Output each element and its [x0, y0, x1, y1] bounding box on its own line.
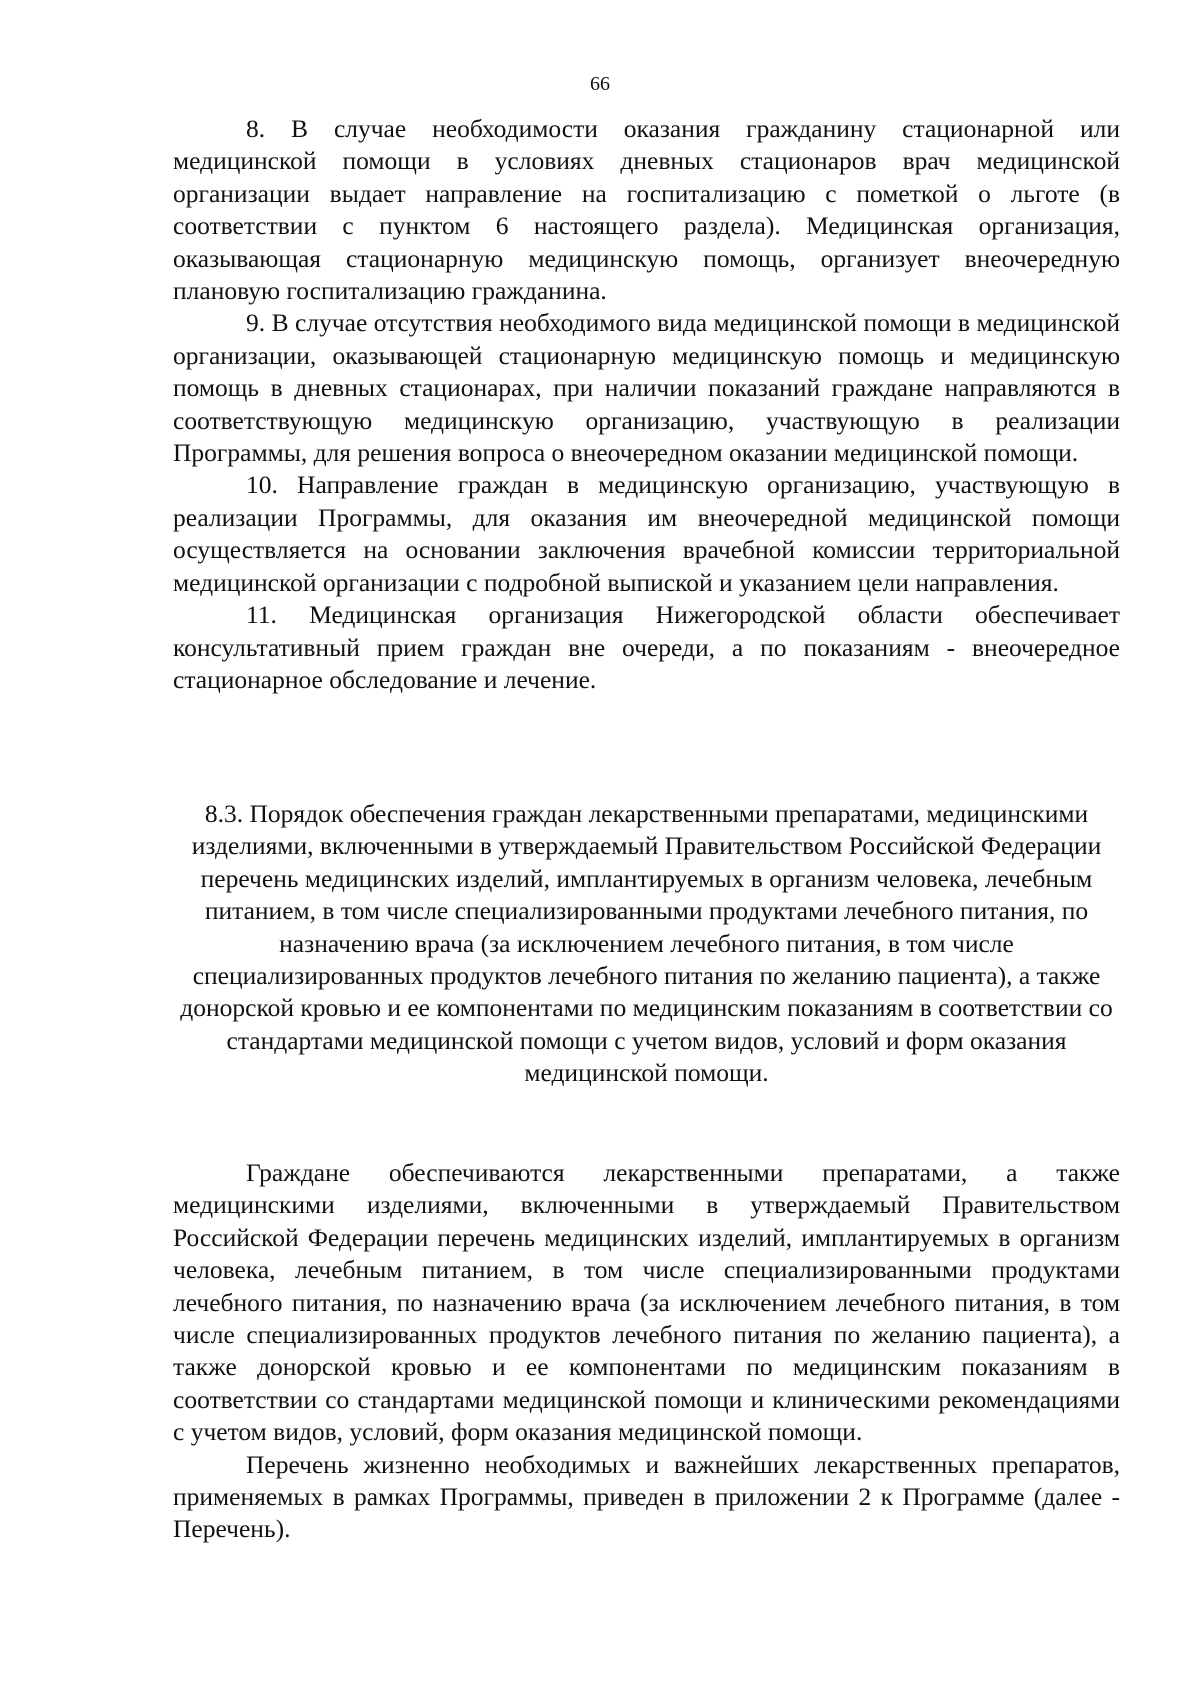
paragraph-11: 11. Медицинская организация Нижегородской области обеспечивает консультативный прием граждан вне очереди, а по показаниям - внеочередное стационарное обследование и лечение.	[173, 600, 1120, 694]
paragraph-list: Перечень жизненно необходимых и важнейших лекарственных препаратов, применяемых в рамках Программы, приведен в приложении 2 к Программе (далее - Перечень).	[173, 1449, 1120, 1544]
section-top	[173, 113, 1120, 696]
paragraph-10: 10. Направление граждан в медицинскую организацию, участвующую в реализации Программы, для оказания им внеочередной медицинской помощи осуществляется на основании заключения врачебной комиссии территориальной медицинской организации с подробной выпиской и указанием цели направления.	[173, 470, 1120, 597]
section-8-3-body	[173, 1157, 1120, 1546]
paragraph-provision: Граждане обеспечиваются лекарственными препаратами, а также медицинскими изделиями, включенными в утверждаемый Правительством Российской Федерации перечень медицинских изделий, имплантируемых в организм человека, лечебным питанием, в том числе специализированными продуктами лечебного питания, по назначению врача (за исключением лечебного питания, в том числе специализированных продуктов лечебного питания по желанию пациента), а также донорской кровью и ее компонентами по медицинским показаниям в соответствии со стандартами медицинской помощи и клиническими рекомендациями с учетом видов, условий, форм оказания медицинской помощи.	[173, 1158, 1120, 1447]
page-number: 66	[590, 73, 610, 95]
section-heading: 8.3. Порядок обеспечения граждан лекарственными препаратами, медицинскими изделиями, включенными в утверждаемый Правительством Российской Федерации перечень медицинских изделий, имплантируемых в организм человека, лечебным питанием, в том числе специализированными продуктами лечебного питания, по назначению врача (за исключением лечебного питания, в том числе специализированных продуктов лечебного питания по желанию пациента), а также донорской кровью и ее компонентами по медицинским показаниям в соответствии со стандартами медицинской помощи с учетом видов, условий и форм оказания медицинской помощи.	[180, 799, 1113, 1088]
paragraph-9: 9. В случае отсутствия необходимого вида медицинской помощи в медицинской организации, оказывающей стационарную медицинскую помощь и медицинскую помощь в дневных стационарах, при наличии показаний граждане направляются в соответствующую медицинскую организацию, участвующую в реализации Программы, для решения вопроса о внеочередном оказании медицинской помощи.	[173, 308, 1120, 468]
paragraph-8: 8. В случае необходимости оказания гражданину стационарной или медицинской помощи в условиях дневных стационаров врач медицинской организации выдает направление на госпитализацию с пометкой о льготе (в соответствии с пунктом 6 настоящего раздела). Медицинская организация, оказывающая стационарную медицинскую помощь, организует внеочередную плановую госпитализацию гражданина.	[173, 114, 1120, 306]
section-8-3-heading-block	[173, 798, 1120, 1090]
